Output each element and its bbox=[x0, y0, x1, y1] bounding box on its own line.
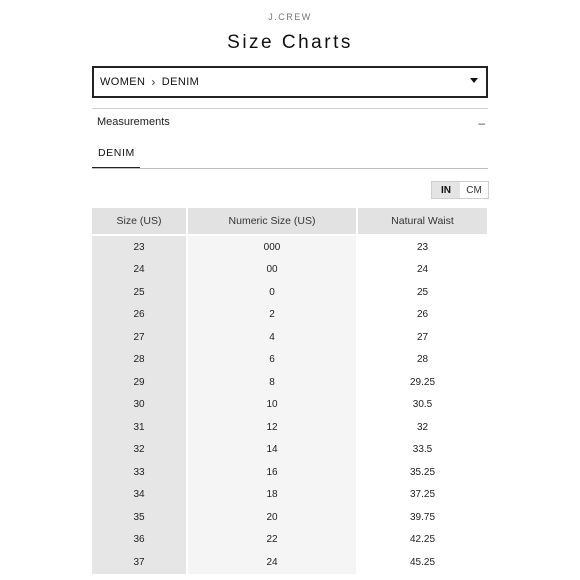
table-row bbox=[92, 416, 487, 439]
table-row bbox=[92, 326, 487, 349]
unit-cm-button[interactable]: CM bbox=[460, 182, 488, 198]
cell-size: 33 bbox=[92, 461, 187, 484]
tab-divider bbox=[92, 168, 488, 169]
divider bbox=[92, 108, 488, 109]
cell-numeric-size: 2 bbox=[187, 304, 357, 327]
unit-toggle bbox=[431, 181, 489, 199]
cell-numeric-size: 4 bbox=[187, 326, 357, 349]
cell-numeric-size: 8 bbox=[187, 371, 357, 394]
table-row bbox=[92, 304, 487, 327]
cell-numeric-size: 16 bbox=[187, 461, 357, 484]
size-table bbox=[92, 208, 487, 574]
cell-numeric-size: 18 bbox=[187, 484, 357, 507]
cell-natural-waist: 26 bbox=[357, 304, 487, 327]
cell-numeric-size: 00 bbox=[187, 259, 357, 282]
cell-numeric-size: 24 bbox=[187, 551, 357, 574]
cell-natural-waist: 29.25 bbox=[357, 371, 487, 394]
cell-natural-waist: 37.25 bbox=[357, 484, 487, 507]
cell-size: 27 bbox=[92, 326, 187, 349]
dropdown-subcategory: DENIM bbox=[161, 76, 200, 88]
cell-numeric-size: 22 bbox=[187, 529, 357, 552]
brand-logo: J.CREW bbox=[268, 12, 312, 22]
cell-numeric-size: 14 bbox=[187, 439, 357, 462]
category-dropdown[interactable] bbox=[92, 66, 488, 98]
page-title: Size Charts bbox=[227, 32, 353, 53]
cell-size: 25 bbox=[92, 281, 187, 304]
table-row bbox=[92, 371, 487, 394]
cell-size: 26 bbox=[92, 304, 187, 327]
table-row bbox=[92, 259, 487, 282]
cell-size: 24 bbox=[92, 259, 187, 282]
cell-numeric-size: 0 bbox=[187, 281, 357, 304]
column-header-natural-waist: Natural Waist bbox=[357, 208, 487, 235]
cell-natural-waist: 33.5 bbox=[357, 439, 487, 462]
cell-natural-waist: 24 bbox=[357, 259, 487, 282]
cell-size: 23 bbox=[92, 235, 187, 259]
cell-size: 28 bbox=[92, 349, 187, 372]
cell-size: 29 bbox=[92, 371, 187, 394]
cell-natural-waist: 27 bbox=[357, 326, 487, 349]
cell-size: 37 bbox=[92, 551, 187, 574]
table-row bbox=[92, 235, 487, 259]
cell-size: 30 bbox=[92, 394, 187, 417]
accordion-label: Measurements bbox=[97, 116, 170, 128]
column-header-size: Size (US) bbox=[92, 208, 187, 235]
measurements-accordion[interactable] bbox=[97, 116, 485, 128]
cell-numeric-size: 000 bbox=[187, 235, 357, 259]
table-row bbox=[92, 484, 487, 507]
cell-numeric-size: 12 bbox=[187, 416, 357, 439]
table-row bbox=[92, 281, 487, 304]
cell-numeric-size: 10 bbox=[187, 394, 357, 417]
caret-down-icon[interactable] bbox=[470, 78, 478, 83]
tab-denim[interactable]: DENIM bbox=[98, 147, 135, 159]
cell-size: 35 bbox=[92, 506, 187, 529]
cell-size: 32 bbox=[92, 439, 187, 462]
column-header-numeric-size: Numeric Size (US) bbox=[187, 208, 357, 235]
cell-natural-waist: 25 bbox=[357, 281, 487, 304]
chevron-right-icon: › bbox=[151, 75, 156, 89]
table-row bbox=[92, 349, 487, 372]
cell-natural-waist: 35.25 bbox=[357, 461, 487, 484]
cell-natural-waist: 42.25 bbox=[357, 529, 487, 552]
cell-natural-waist: 28 bbox=[357, 349, 487, 372]
cell-size: 36 bbox=[92, 529, 187, 552]
cell-natural-waist: 39.75 bbox=[357, 506, 487, 529]
cell-natural-waist: 32 bbox=[357, 416, 487, 439]
cell-size: 31 bbox=[92, 416, 187, 439]
table-row bbox=[92, 394, 487, 417]
table-row bbox=[92, 551, 487, 574]
dropdown-value bbox=[100, 75, 199, 89]
cell-natural-waist: 30.5 bbox=[357, 394, 487, 417]
unit-in-button[interactable]: IN bbox=[432, 182, 460, 198]
table-header-row bbox=[92, 208, 487, 235]
cell-numeric-size: 6 bbox=[187, 349, 357, 372]
cell-natural-waist: 23 bbox=[357, 235, 487, 259]
table-row bbox=[92, 461, 487, 484]
table-row bbox=[92, 439, 487, 462]
table-row bbox=[92, 506, 487, 529]
cell-numeric-size: 20 bbox=[187, 506, 357, 529]
cell-natural-waist: 45.25 bbox=[357, 551, 487, 574]
dropdown-category: WOMEN bbox=[100, 76, 146, 88]
table-row bbox=[92, 529, 487, 552]
cell-size: 34 bbox=[92, 484, 187, 507]
collapse-icon[interactable]: – bbox=[478, 116, 485, 130]
